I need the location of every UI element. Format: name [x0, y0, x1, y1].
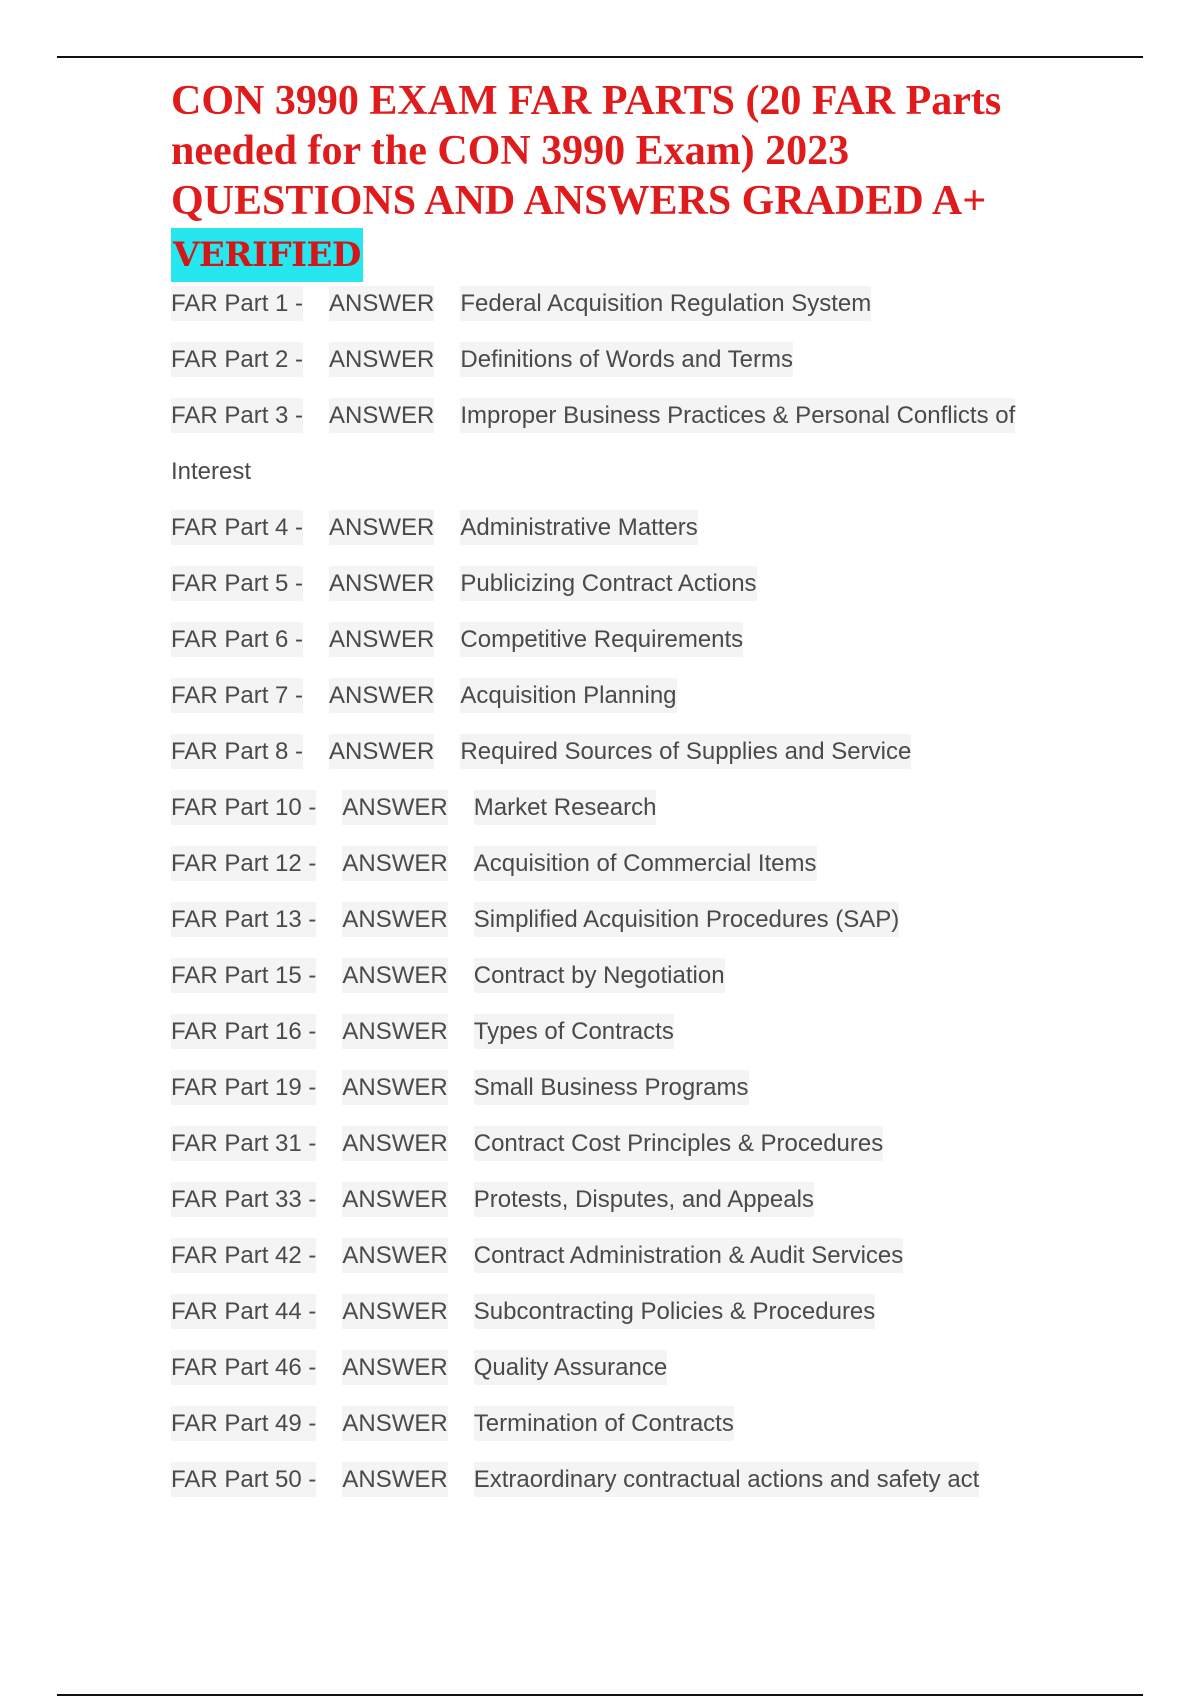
answer-label: ANSWER: [329, 622, 434, 657]
answer-label: ANSWER: [342, 958, 447, 993]
far-part-label: FAR Part 7 -: [171, 678, 303, 713]
answer-label: ANSWER: [342, 1462, 447, 1497]
far-part-label: FAR Part 6 -: [171, 622, 303, 657]
far-part-label: FAR Part 10 -: [171, 790, 316, 825]
answer-text: Termination of Contracts: [474, 1406, 734, 1441]
bottom-rule: [57, 1694, 1143, 1696]
list-item: [171, 394, 1071, 506]
far-part-label: FAR Part 44 -: [171, 1294, 316, 1329]
list-item: [171, 1122, 1071, 1178]
far-part-label: FAR Part 19 -: [171, 1070, 316, 1105]
list-item: [171, 1234, 1071, 1290]
answer-text: Extraordinary contractual actions and safety act: [474, 1462, 980, 1497]
list-item: [171, 1402, 1071, 1458]
list-item: [171, 1066, 1071, 1122]
answer-label: ANSWER: [329, 398, 434, 433]
answer-label: ANSWER: [342, 1182, 447, 1217]
list-item: [171, 506, 1071, 562]
answer-label: ANSWER: [329, 342, 434, 377]
answer-text: Contract by Negotiation: [474, 958, 725, 993]
answer-text: Contract Cost Principles & Procedures: [474, 1126, 884, 1161]
list-item: [171, 1458, 1071, 1514]
far-part-label: FAR Part 3 -: [171, 398, 303, 433]
list-item: [171, 842, 1071, 898]
far-part-label: FAR Part 4 -: [171, 510, 303, 545]
far-part-label: FAR Part 1 -: [171, 286, 303, 321]
answer-label: ANSWER: [329, 286, 434, 321]
document-title: CON 3990 EXAM FAR PARTS (20 FAR Parts needed for the CON 3990 Exam) 2023 QUESTIONS AND ANSWERS GRADED A+: [171, 78, 1002, 224]
answer-label: ANSWER: [342, 1070, 447, 1105]
answer-text: Subcontracting Policies & Procedures: [474, 1294, 876, 1329]
answer-label: ANSWER: [342, 790, 447, 825]
far-part-label: FAR Part 15 -: [171, 958, 316, 993]
answer-text: Competitive Requirements: [460, 622, 743, 657]
list-item: [171, 1290, 1071, 1346]
answer-label: ANSWER: [342, 1126, 447, 1161]
far-part-label: FAR Part 46 -: [171, 1350, 316, 1385]
far-part-label: FAR Part 12 -: [171, 846, 316, 881]
far-parts-list: [171, 282, 1071, 1514]
list-item: [171, 730, 1071, 786]
answer-label: ANSWER: [342, 846, 447, 881]
answer-label: ANSWER: [329, 678, 434, 713]
list-item: [171, 954, 1071, 1010]
answer-text: Acquisition Planning: [460, 678, 676, 713]
list-item: [171, 786, 1071, 842]
answer-text: Acquisition of Commercial Items: [474, 846, 817, 881]
answer-text: Protests, Disputes, and Appeals: [474, 1182, 814, 1217]
answer-label: ANSWER: [329, 734, 434, 769]
answer-label: ANSWER: [342, 1294, 447, 1329]
far-part-label: FAR Part 16 -: [171, 1014, 316, 1049]
answer-text: Small Business Programs: [474, 1070, 749, 1105]
answer-text: Administrative Matters: [460, 510, 697, 545]
answer-text: Required Sources of Supplies and Service: [460, 734, 911, 769]
answer-text: Simplified Acquisition Procedures (SAP): [474, 902, 900, 937]
answer-text: Federal Acquisition Regulation System: [460, 286, 871, 321]
list-item: [171, 674, 1071, 730]
list-item: [171, 282, 1071, 338]
far-part-label: FAR Part 8 -: [171, 734, 303, 769]
document-body: [171, 76, 1071, 1514]
answer-text: Definitions of Words and Terms: [460, 342, 793, 377]
answer-label: ANSWER: [342, 1014, 447, 1049]
far-part-label: FAR Part 31 -: [171, 1126, 316, 1161]
answer-text: Improper Business Practices & Personal Conflicts of: [460, 398, 1015, 433]
far-part-label: FAR Part 13 -: [171, 902, 316, 937]
top-rule: [57, 56, 1143, 58]
far-part-label: FAR Part 5 -: [171, 566, 303, 601]
answer-text: Market Research: [474, 790, 657, 825]
far-part-label: FAR Part 2 -: [171, 342, 303, 377]
answer-label: ANSWER: [342, 1238, 447, 1273]
answer-text: Publicizing Contract Actions: [460, 566, 756, 601]
answer-label: ANSWER: [342, 1406, 447, 1441]
list-item: [171, 618, 1071, 674]
far-part-label: FAR Part 42 -: [171, 1238, 316, 1273]
list-item: [171, 1178, 1071, 1234]
list-item: [171, 562, 1071, 618]
verified-badge: VERIFIED: [171, 228, 363, 282]
answer-text: Contract Administration & Audit Services: [474, 1238, 904, 1273]
answer-label: ANSWER: [329, 510, 434, 545]
answer-label: ANSWER: [329, 566, 434, 601]
answer-text-continuation: Interest: [171, 458, 252, 485]
far-part-label: FAR Part 33 -: [171, 1182, 316, 1217]
list-item: [171, 1010, 1071, 1066]
answer-text: Quality Assurance: [474, 1350, 667, 1385]
far-part-label: FAR Part 49 -: [171, 1406, 316, 1441]
answer-label: ANSWER: [342, 902, 447, 937]
answer-text: Types of Contracts: [474, 1014, 674, 1049]
list-item: [171, 338, 1071, 394]
far-part-label: FAR Part 50 -: [171, 1462, 316, 1497]
list-item: [171, 898, 1071, 954]
answer-label: ANSWER: [342, 1350, 447, 1385]
list-item: [171, 1346, 1071, 1402]
